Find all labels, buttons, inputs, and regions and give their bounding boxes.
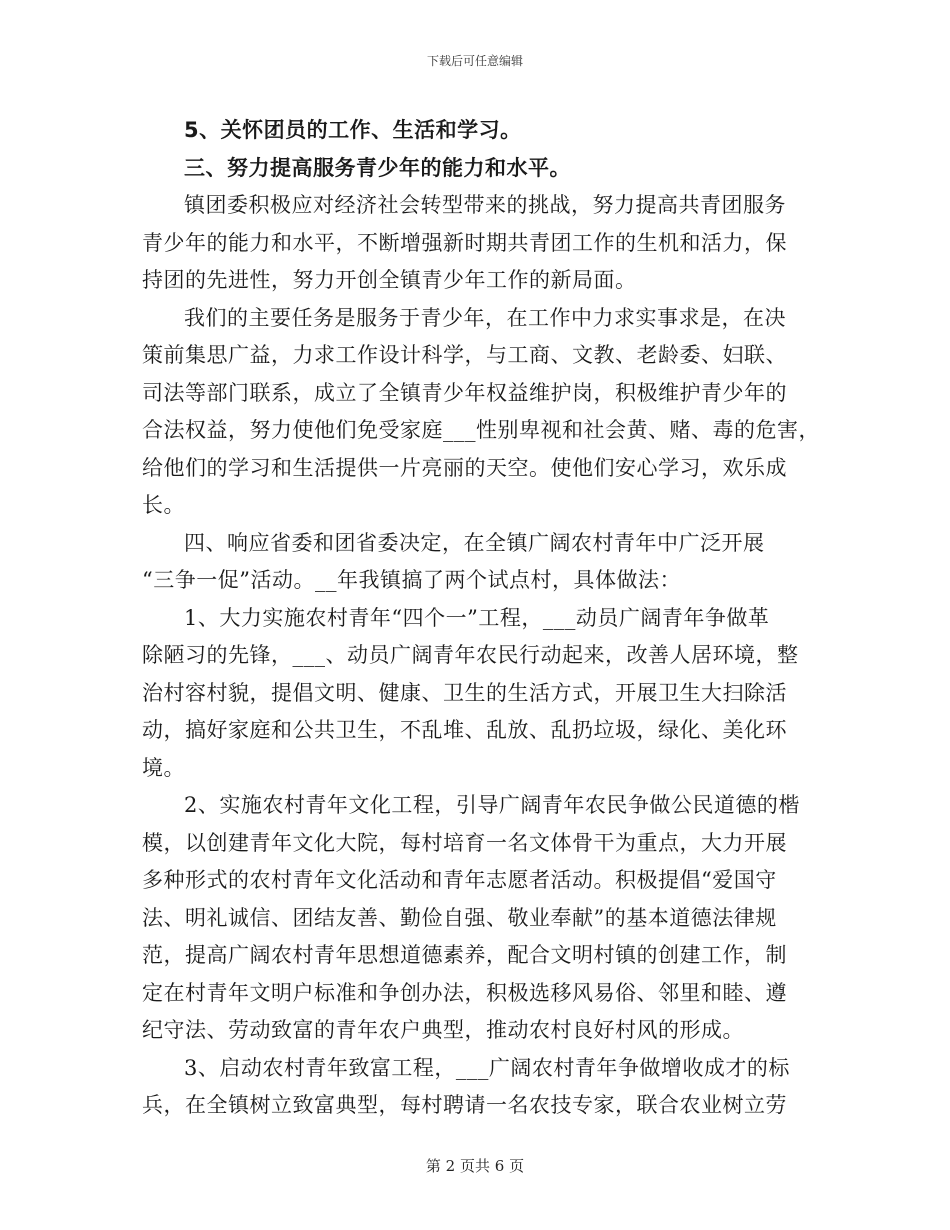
- text-line: 除陋习的先锋，___、动员广阔青年农民行动起来，改善人居环境，整: [142, 643, 799, 667]
- text-line: 给他们的学习和生活提供一片亮丽的天空。使他们安心学习，欢乐成: [142, 455, 787, 480]
- text-line: 模，以创建青年文化大院，每村培育一名文体骨干为重点，大力开展: [142, 830, 787, 855]
- text-line: 3、启动农村青年致富工程，___广阔农村青年争做增收成才的标: [184, 1055, 790, 1080]
- document-body: [142, 112, 822, 1125]
- text-line: 兵，在全镇树立致富典型，每村聘请一名农技专家，联合农业树立劳: [142, 1093, 787, 1117]
- text-line: 多种形式的农村青年文化活动和青年志愿者活动。积极提倡“爱国守: [142, 868, 777, 892]
- text-line: 合法权益，努力使他们免受家庭___性别卑视和社会黄、赌、毒的危害，: [142, 418, 820, 442]
- text-line: 长。: [142, 493, 185, 517]
- text-line: 2、实施农村青年文化工程，引导广阔青年农民争做公民道德的楷: [184, 793, 800, 817]
- text-line: 治村容村貌，提倡文明、健康、卫生的生活方式，开展卫生大扫除活: [142, 680, 787, 705]
- page-number: 第 2 页共 6 页: [425, 1157, 525, 1175]
- text-line: 四、响应省委和团省委决定，在全镇广阔农村青年中广泛开展: [184, 530, 765, 555]
- text-line: 范，提高广阔农村青年思想道德素养，配合文明村镇的创建工作，制: [142, 943, 787, 967]
- text-line: 法、明礼诚信、团结友善、勤俭自强、敬业奉献”的基本道德法律规: [142, 905, 777, 930]
- text-line: 1、大力实施农村青年“四个一”工程，___动员广阔青年争做革: [184, 605, 770, 630]
- text-line: 境。: [142, 755, 185, 780]
- text-line: “三争一促”活动。__年我镇搞了两个试点村，具体做法：: [142, 568, 681, 592]
- text-line: 5、关怀团员的工作、生活和学习。: [184, 118, 522, 142]
- text-line: 镇团委积极应对经济社会转型带来的挑战，努力提高共青团服务: [184, 193, 786, 217]
- text-line: 持团的先进性，努力开创全镇青少年工作的新局面。: [142, 268, 637, 292]
- text-line: 我们的主要任务是服务于青少年，在工作中力求实事求是，在决: [184, 305, 786, 330]
- header-note: 下载后可任意编辑: [426, 54, 523, 68]
- text-line: 策前集思广益，力求工作设计科学，与工商、文教、老龄委、妇联、: [142, 343, 787, 367]
- text-line: 纪守法、劳动致富的青年农户典型，推动农村良好村风的形成。: [142, 1018, 744, 1042]
- text-line: 三、努力提高服务青少年的能力和水平。: [184, 155, 571, 180]
- text-line: 司法等部门联系，成立了全镇青少年权益维护岗，积极维护青少年的: [142, 380, 787, 405]
- text-line: 动，搞好家庭和公共卫生，不乱堆、乱放、乱扔垃圾，绿化、美化环: [142, 718, 787, 742]
- text-line: 定在村青年文明户标准和争创办法，积极选移风易俗、邻里和睦、遵: [142, 980, 787, 1005]
- text-line: 青少年的能力和水平，不断增强新时期共青团工作的生机和活力，保: [142, 230, 787, 255]
